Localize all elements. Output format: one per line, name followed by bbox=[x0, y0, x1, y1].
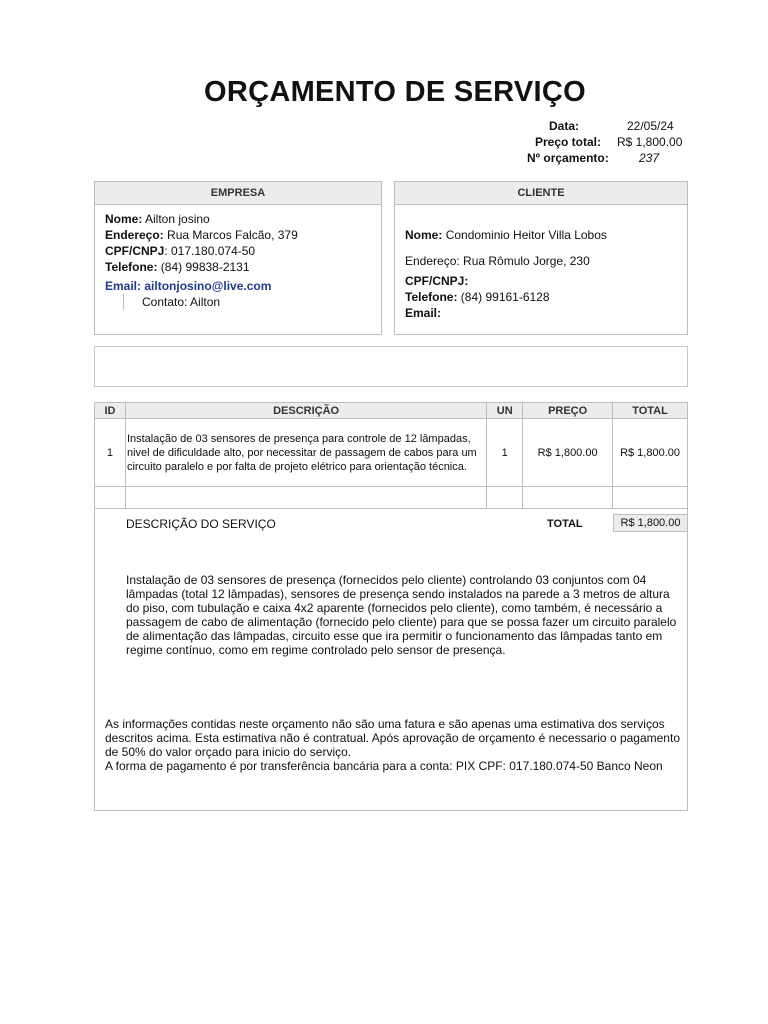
row-un: 1 bbox=[487, 419, 523, 487]
client-email-label: Email: bbox=[405, 306, 442, 320]
items-table bbox=[94, 402, 688, 509]
company-phone-label: Telefone: bbox=[105, 260, 158, 274]
client-box bbox=[394, 181, 688, 335]
total-label: TOTAL bbox=[547, 518, 583, 530]
col-header-un: UN bbox=[487, 403, 523, 419]
company-contact: Contato: Ailton bbox=[142, 295, 221, 309]
table-header-row bbox=[95, 403, 688, 419]
quote-number-label: Nº orçamento: bbox=[527, 151, 609, 165]
company-address: Rua Marcos Falcão, 379 bbox=[167, 228, 298, 242]
client-cpf-label: CPF/CNPJ: bbox=[405, 274, 469, 288]
price-label: Preço total: bbox=[535, 135, 602, 149]
company-address-label: Endereço: bbox=[105, 228, 164, 242]
company-cpf: : 017.180.074-50 bbox=[164, 244, 256, 258]
date-label: Data: bbox=[549, 119, 580, 133]
quote-number-value: 237 bbox=[639, 151, 660, 165]
notes-box bbox=[94, 346, 688, 387]
company-box bbox=[94, 181, 382, 335]
row-description: Instalação de 03 sensores de presença para controle de 12 lâmpadas, nivel de dificuldade alto, por necessitar de passagem de cabos para um circuito paralelo e por falta de projeto elétrico para orientação técnica. bbox=[125, 419, 486, 487]
row-total: R$ 1,800.00 bbox=[613, 419, 688, 487]
client-name-label: Nome: bbox=[405, 228, 443, 242]
col-header-price: PREÇO bbox=[523, 403, 613, 419]
col-header-description: DESCRIÇÃO bbox=[125, 403, 486, 419]
client-header: CLIENTE bbox=[395, 182, 687, 205]
service-section-title: DESCRIÇÃO DO SERVIÇO bbox=[126, 517, 276, 531]
company-phone: (84) 99838-2131 bbox=[160, 260, 250, 274]
col-header-total: TOTAL bbox=[613, 403, 688, 419]
client-phone: (84) 99161-6128 bbox=[460, 290, 550, 304]
company-header: EMPRESA bbox=[95, 182, 381, 205]
table-row-empty bbox=[95, 487, 688, 509]
client-phone-label: Telefone: bbox=[405, 290, 458, 304]
row-price: R$ 1,800.00 bbox=[523, 419, 613, 487]
company-email-link[interactable]: ailtonjosino@live.com bbox=[144, 279, 272, 293]
date-value: 22/05/24 bbox=[627, 119, 674, 133]
price-value: R$ 1,800.00 bbox=[617, 135, 683, 149]
total-value: R$ 1,800.00 bbox=[613, 514, 688, 532]
client-address: Endereço: Rua Rômulo Jorge, 230 bbox=[405, 254, 590, 268]
document-title: ORÇAMENTO DE SERVIÇO bbox=[204, 76, 586, 108]
company-email-label: Email: bbox=[105, 279, 142, 293]
payment-method-text: A forma de pagamento é por transferência bancária para a conta: PIX CPF: 017.180.074-50 Banco Neon bbox=[105, 759, 663, 773]
client-name: Condominio Heitor Villa Lobos bbox=[445, 228, 607, 242]
service-description: Instalação de 03 sensores de presença (fornecidos pelo cliente) controlando 03 conjuntos com 04 lâmpadas (total 12 lâmpadas), sensores de presença sendo instalados na parede a 3 metros de altura do piso, com tubulação e caixa 4x2 aparente (fornecidos pelo cliente), como também, é necessário a passagem de cabo de alimentação (fornecido pelo cliente) para que se possa fazer um circuito paralelo de alimentação das lâmpadas, circuito esse que ira permitir o funcionamento das lâmpadas tanto em regime contínuo, como em regime controlado pelo sensor de presença. bbox=[126, 573, 677, 657]
col-header-id: ID bbox=[95, 403, 126, 419]
table-row bbox=[95, 419, 688, 487]
company-name: Ailton josino bbox=[145, 212, 210, 226]
company-name-label: Nome: bbox=[105, 212, 143, 226]
company-cpf-label: CPF/CNPJ bbox=[105, 244, 165, 258]
row-id: 1 bbox=[95, 419, 126, 487]
payment-info bbox=[105, 717, 685, 773]
disclaimer-text: As informações contidas neste orçamento não são uma fatura e são apenas uma estimativa dos serviços descritos acima. Esta estimativa não é contratual. Após aprovação de orçamento é necessario o pagamento de 50% do valor orçado para inicio do serviço. bbox=[105, 717, 680, 759]
